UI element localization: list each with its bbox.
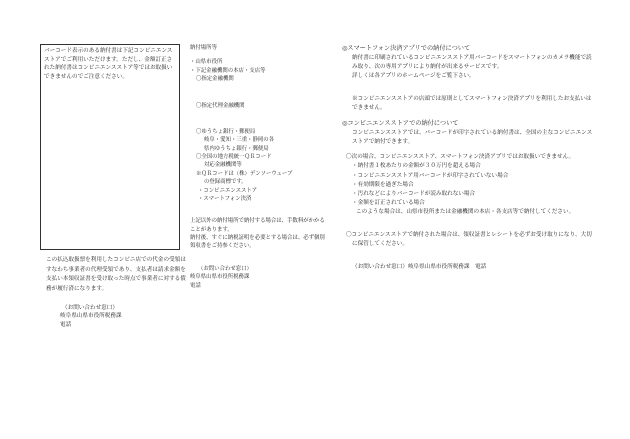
contact-right: （お問い合わせ窓口）岐阜県山県市役所税務課 電話 <box>352 263 487 270</box>
smartphone-payment-details: 詳しくは各アプリのホームページをご覧下さい。 <box>352 73 475 80</box>
japan-post-bank: 〇ゆうちょ銀行・郵便局 <box>196 128 256 135</box>
contact-tel: 電話 <box>60 321 72 328</box>
designated-agent-bank: 〇指定代理金融機関 <box>196 102 245 109</box>
convenience-store-description: コンビニエンスストアでは、バーコードが印字されている納付書は、全国の主なコンビニエンスストアで納付できます。 <box>352 130 593 146</box>
contact-title: （お問い合わせ窓口） <box>62 305 118 311</box>
japan-post-offices: 県内ゆうちょ銀行・郵便局 <box>204 145 269 152</box>
not-accepted-over-limit: ・納付書１枚あたりの金額が３０万円を超える場合 <box>352 163 481 170</box>
location-banks: ・下記金融機関の本店・支店等 <box>190 67 266 74</box>
payment-locations-heading: 納付場所等 <box>190 45 217 51</box>
agency-notice-text: この払込取扱票を利用したコンビニ店での代金の受領はすなわち事業者の代理受領であり、支払者は請求金額を支払い本領収証書を受け取った時点で事業者に対する債務が履行済になります。 <box>46 257 186 292</box>
qr-trademark-note: ※ＱＲコードは（株）デンソーウェーブ <box>196 170 293 177</box>
smartphone-payment-description: 納付書に印刷されているコンビニエンスストア用バーコードをスマートフォンのカメラ機能で読み取り、次の専用アプリにより納付が出来るサービスです。 <box>352 55 592 71</box>
tax-certificate-notice: 納付後、すぐに納税証明を必要とする場合は、必ず個別領収書をご持参ください。 <box>190 235 325 250</box>
contact-left <box>46 304 186 329</box>
contact-dept-middle: 岐阜県山県市役所税務課 <box>190 274 250 281</box>
qr-trademark-note-cont: の登録商標です。 <box>204 179 247 186</box>
location-smartphone-payment: ・スマートフォン決済 <box>198 195 252 202</box>
location-city-hall: ・山県市役所 <box>190 59 223 66</box>
not-accepted-no-barcode: ・コンビニエンスストア用バーコードが印字されていない場合 <box>352 172 509 179</box>
smartphone-payment-heading: ◎スマートフォン決済アプリでの納付について <box>342 45 471 52</box>
qr-code-banks-cont: 対応金融機関等 <box>204 162 242 169</box>
not-accepted-expired: ・有効期限を過ぎた場合 <box>352 181 414 188</box>
not-accepted-alternative: このような場合は、山県市役所または金融機関の本店・各支店等で納付してください。 <box>356 208 575 215</box>
store-smartphone-note: ※コンビニエンスストアの店頭では原則としてスマートフォン決済アプリを利用したお支払いはできません。 <box>352 96 592 112</box>
designated-bank: 〇指定金融機関 <box>196 76 234 83</box>
not-accepted-intro: 〇次の場合、コンビニエンスストア、スマートフォン決済アプリではお取扱いできません。 <box>346 154 575 161</box>
convenience-store-heading: ◎コンビニエンスストアでの納付について <box>342 120 459 128</box>
qr-code-banks: 〇全国の地方税統一ＱＲコード <box>196 154 272 160</box>
not-accepted-unreadable: ・汚れなどによりバーコードが読み取れない場合 <box>352 190 476 197</box>
location-convenience-store: ・コンビニエンスストア <box>198 187 257 194</box>
agency-notice <box>46 256 186 294</box>
contact-tel-middle: 電話 <box>190 282 201 289</box>
payment-methods-column <box>342 44 596 272</box>
payment-locations-column <box>190 44 328 290</box>
fee-notice: 上記以外の納付場所で納付する場合は、手数料がかかることがあります。 <box>190 218 325 233</box>
left-column-lower <box>46 256 186 329</box>
convenience-store-notice-box <box>40 44 180 250</box>
contact-title-middle: （お問い合わせ窓口） <box>198 265 252 272</box>
box-text: バーコード表示のある納付書は下記コンビニエンスストアでご利用いただけます。ただし、金額訂正された納付書はコンビニエンスストア等ではお取扱いできませんのでご注意ください。 <box>44 48 173 80</box>
contact-dept: 岐阜県山県市役所税務課 <box>60 313 122 320</box>
not-accepted-amount-corrected: ・金額を訂正されている場合 <box>352 199 425 206</box>
receipt-notice: 〇コンビニエンスストアで納付された場合は、領収証書とレシートを必ずお受け取りになり、大切に保管してください。 <box>346 231 592 247</box>
japan-post-prefectures: 岐阜・愛知・三重・静岡の各 <box>204 137 275 144</box>
